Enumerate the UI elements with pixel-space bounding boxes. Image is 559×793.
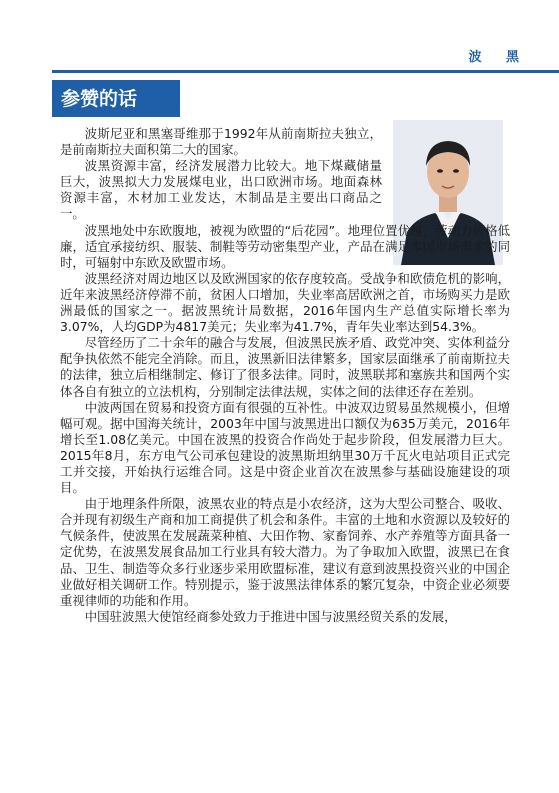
paragraph-8: 中国驻波黑大使馆经商参处致力于推进中国与波黑经贸关系的发展， — [84, 608, 457, 624]
section-title: 参赞的话 — [61, 88, 138, 110]
paragraph-1: 波斯尼亚和黑塞哥维那于1992年从前南斯拉夫独立，是前南斯拉夫面积第二大的国家。 — [60, 126, 382, 158]
paragraph-5: 尽管经历了二十余年的融合与发展，但波黑民族矛盾、政党冲突、实体利益分配争执依然不能完全消除。而且，波黑新旧法律繁多，国家层面继承了前南斯拉夫的法律，独立后相继制定、修订了很多法律。同时，波黑联邦和塞族共和国两个实体各自有独立的立法机构，分别制定法律法规，实体之间的法律还存在差别。 — [60, 335, 510, 399]
paragraph-6: 中波两国在贸易和投资方面有很强的互补性。中波双边贸易虽然规模小，但增幅可观。据中国海关统计，2003年中国与波黑进出口额仅为635万美元，2016年增长至1.08亿美元。中国在波黑的投资合作尚处于起步阶段，但发展潜力巨大。2015年8月，东方电气公司承包建设的波黑斯坦纳里30万千瓦火电站项目正式完工并交接，开始执行运维合同。这是中资企业首次在波黑参与基础设施建设的项目。 — [60, 399, 510, 496]
paragraph-2: 波黑资源丰富，经济发展潜力比较大。地下煤藏储量巨大，波黑拟大力发展煤电业，出口欧洲市场。地面森林资源丰富，木材加工业发达，木制品是主要出口商品之一。 — [60, 158, 382, 222]
paragraph-4: 波黑经济对周边地区以及欧洲国家的依存度较高。受战争和欧债危机的影响，近年来波黑经济停滞不前，贫困人口增加，失业率高居欧洲之首，市场购买力是欧洲最低的国家之一。据波黑统计局数据，2016年国内生产总值实际增长率为3.07%，人均GDP为4817美元；失业率为41.7%，青年失业率达到54.3%。 — [60, 270, 510, 335]
article-body — [60, 126, 510, 625]
header-country-label: 波 黑 — [468, 50, 529, 65]
paragraph-3: 波黑地处中东欧腹地，被视为欧盟的“后花园”。地理位置优越，劳动力价格低廉，适宜承接纺织、服装、制鞋等劳动密集型产业，产品在满足本国市场需求的同时，可辐射中东欧及欧盟市场。 — [60, 222, 510, 270]
paragraph-7: 由于地理条件所限，波黑农业的特点是小农经济，这为大型公司整合、吸收、合并现有初级生产商和加工商提供了机会和条件。丰富的土地和水资源以及较好的气候条件，使波黑在发展蔬菜种植、大田作物、家畜饲养、水产养殖等方面具备一定优势，在波黑发展食品加工行业具有较大潜力。为了争取加入欧盟，波黑已在食品、卫生、制造等众多行业逐步采用欧盟标准，建议有意到波黑投资兴业的中国企业做好相关调研工作。特别提示，鉴于波黑法律体系的繁冗复杂，中资企业必须要重视律师的功能和作用。 — [60, 496, 510, 608]
header-divider — [52, 70, 559, 73]
